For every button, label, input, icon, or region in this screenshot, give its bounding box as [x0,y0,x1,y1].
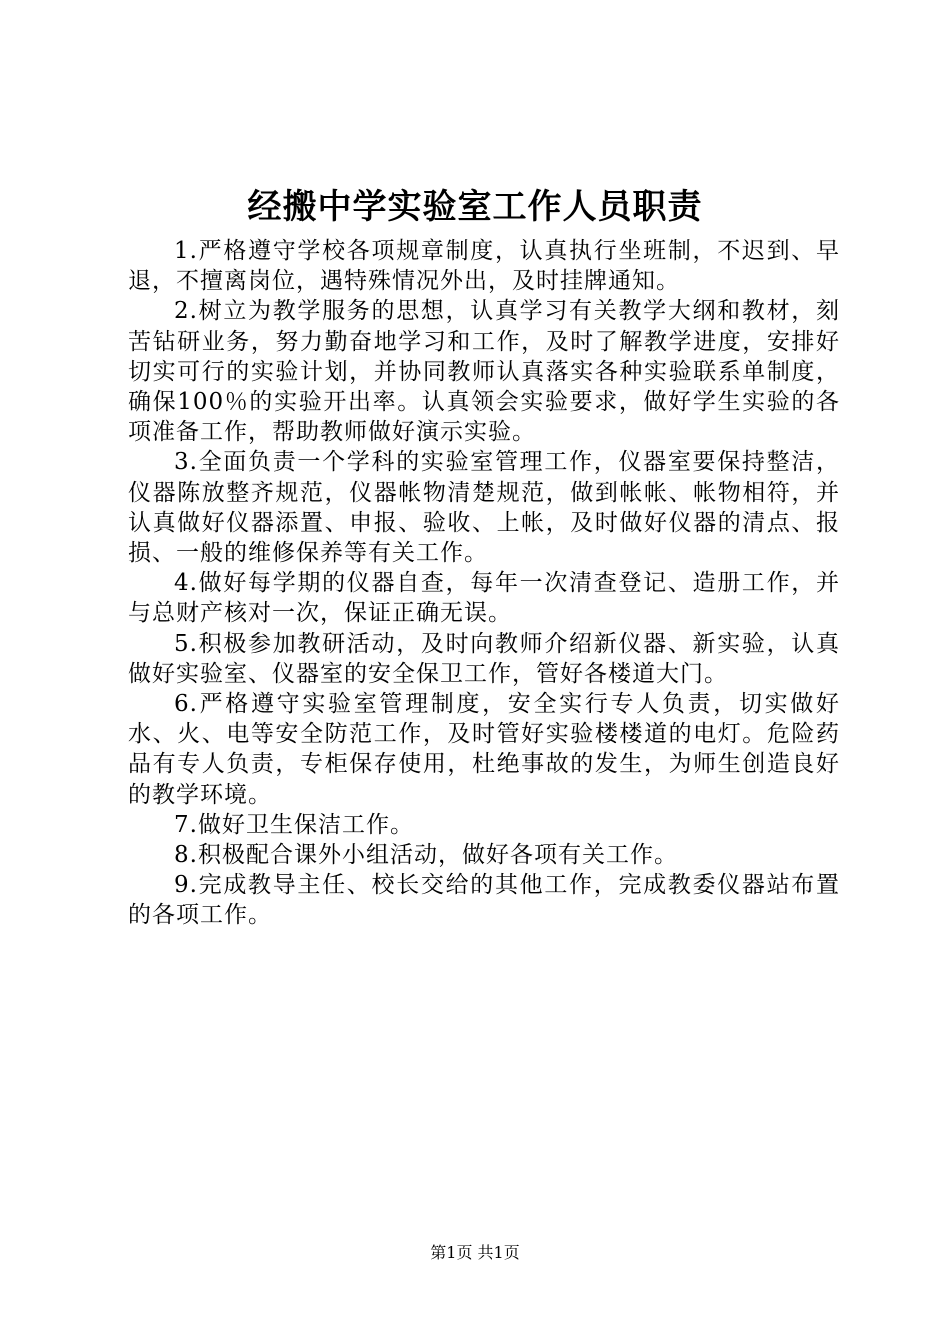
paragraph-5: 5.积极参加教研活动，及时向教师介绍新仪器、新实验，认真做好实验室、仪器室的安全保卫工作，管好各楼道大门。 [128,630,840,687]
document-body [128,236,840,931]
paragraph-8: 8.积极配合课外小组活动，做好各项有关工作。 [174,842,678,869]
document-title: 经搬中学实验室工作人员职责 [247,187,703,227]
paragraph-2: 2.树立为教学服务的思想，认真学习有关教学大纲和教材，刻苦钻研业务，努力勤奋地学习和工作，及时了解教学进度，安排好切实可行的实验计划，并协同教师认真落实各种实验联系单制度，确保100％的实验开出率。认真领会实验要求，做好学生实验的各项准备工作，帮助教师做好演示实验。 [128,298,840,446]
paragraph-4: 4.做好每学期的仪器自查，每年一次清查登记、造册工作，并与总财产核对一次，保证正确无误。 [128,570,840,627]
paragraph-1: 1.严格遵守学校各项规章制度，认真执行坐班制，不迟到、早退，不擅离岗位，遇特殊情况外出，及时挂牌通知。 [128,238,840,295]
paragraph-7: 7.做好卫生保洁工作。 [174,811,414,838]
page-footer: 第1页 共1页 [430,1243,520,1262]
paragraph-9: 9.完成教导主任、校长交给的其他工作，完成教委仪器站布置的各项工作。 [128,872,840,929]
paragraph-6: 6.严格遵守实验室管理制度，安全实行专人负责，切实做好水、火、电等安全防范工作，及时管好实验楼楼道的电灯。危险药品有专人负责，专柜保存使用，杜绝事故的发生，为师生创造良好的教学环境。 [128,691,840,808]
paragraph-3: 3.全面负责一个学科的实验室管理工作，仪器室要保持整洁，仪器陈放整齐规范，仪器帐物清楚规范，做到帐帐、帐物相符，并认真做好仪器添置、申报、验收、上帐，及时做好仪器的清点、报损、一般的维修保养等有关工作。 [128,449,840,567]
